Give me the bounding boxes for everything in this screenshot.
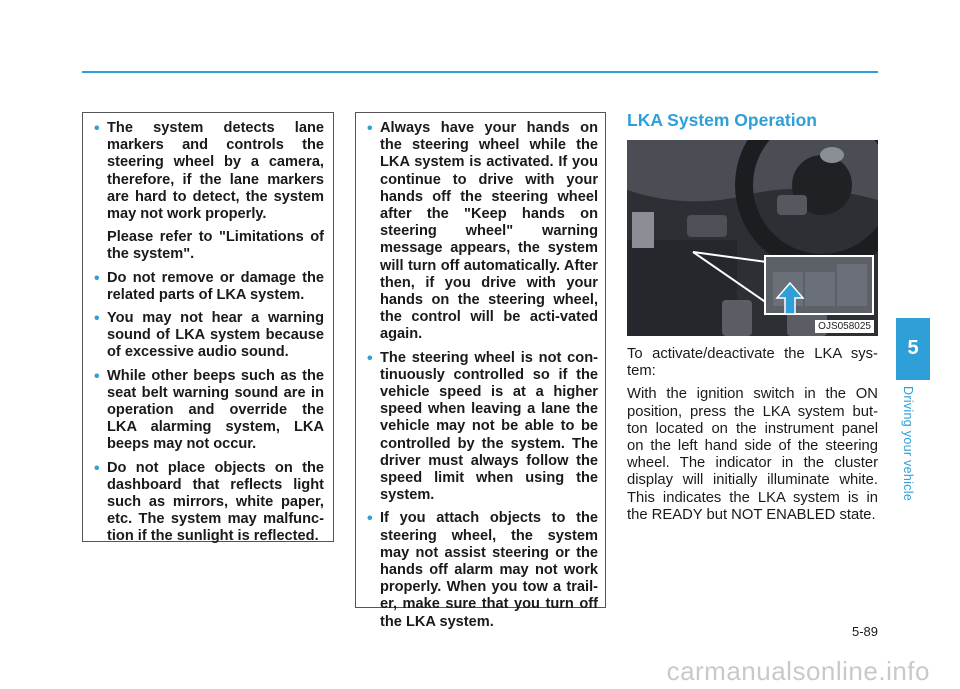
dashboard-illustration — [627, 140, 878, 336]
image-code: OJS058025 — [815, 320, 874, 333]
caution-text: You may not hear a warning sound of LKA system because of excessive audio sound. — [107, 310, 324, 361]
bullet-icon: • — [94, 120, 100, 137]
caution-text: The steering wheel is not con-tinuously controlled so if the vehicle speed is at a higher speed when leaving a lane the vehicle may not be able to be controlled by the system. The driver must always follow the speed limit when using the system. — [380, 349, 598, 504]
caution-box-middle — [355, 112, 606, 630]
section-title: LKA System Operation — [627, 110, 817, 130]
bullet-icon: • — [367, 510, 373, 528]
caution-text: If you attach objects to the steering wheel, the system may not assist steering or the hands off alarm may not work properly. When you tow a trail-er, make sure that you turn off the LKA system. — [380, 510, 598, 630]
body-paragraph: With the ignition switch in the ON position, press the LKA system but-ton located on the instrument panel on the left hand side of the steering wheel. The indicator in the cluster display will initially illuminate white. This indicates the LKA system is in the READY but NOT ENABLED state. — [627, 386, 878, 523]
section-body — [627, 346, 878, 530]
caution-item — [94, 459, 324, 546]
chapter-tab: 5 — [896, 318, 930, 378]
caution-text: Do not place objects on the dashboard that reflects light such as mirrors, white paper, etc. The system may malfunc-tion if the sunlight is reflected. — [107, 459, 324, 545]
caution-item — [94, 310, 324, 362]
page-number: 5-89 — [851, 624, 878, 639]
caution-box-left — [82, 112, 334, 545]
chapter-rule — [896, 378, 930, 380]
caution-text: The system detects lane markers and controls the steering wheel by a camera, therefore, if the lane markers are hard to detect, the system may not work properly. — [107, 120, 324, 223]
bullet-icon: • — [367, 120, 373, 137]
header-rule — [82, 71, 878, 73]
caution-text: Do not remove or damage the related parts of LKA system. — [107, 269, 324, 303]
caution-item — [367, 510, 598, 630]
body-paragraph: To activate/deactivate the LKA sys-tem: — [627, 346, 878, 380]
bullet-icon: • — [94, 459, 100, 477]
caution-item — [94, 120, 324, 264]
caution-subtext: Please refer to "Limitations of the system". — [107, 229, 324, 263]
bullet-icon: • — [94, 269, 100, 287]
caution-text: While other beeps such as the seat belt warning sound are in operation and override the LKA alarming system, LKA beeps may not occur. — [107, 367, 324, 453]
dashboard-photo — [627, 140, 878, 336]
watermark: carmanualsonline.info — [666, 656, 930, 686]
bullet-icon: • — [367, 349, 373, 367]
caution-item — [94, 269, 324, 304]
caution-item — [367, 349, 598, 505]
caution-item — [94, 367, 324, 454]
caution-text: Always have your hands on the steering wheel while the LKA system is activated. If you continue to drive with your hands off the steering wheel after the "Keep hands on steering wheel" warning message appears, the system will turn off automatically. After then, if you drive with your hands on the steering wheel, the control will be acti-vated again. — [380, 120, 598, 343]
chapter-label: Driving your vehicle — [901, 386, 915, 502]
bullet-icon: • — [94, 310, 100, 328]
bullet-icon: • — [94, 367, 100, 385]
caution-item — [367, 120, 598, 344]
